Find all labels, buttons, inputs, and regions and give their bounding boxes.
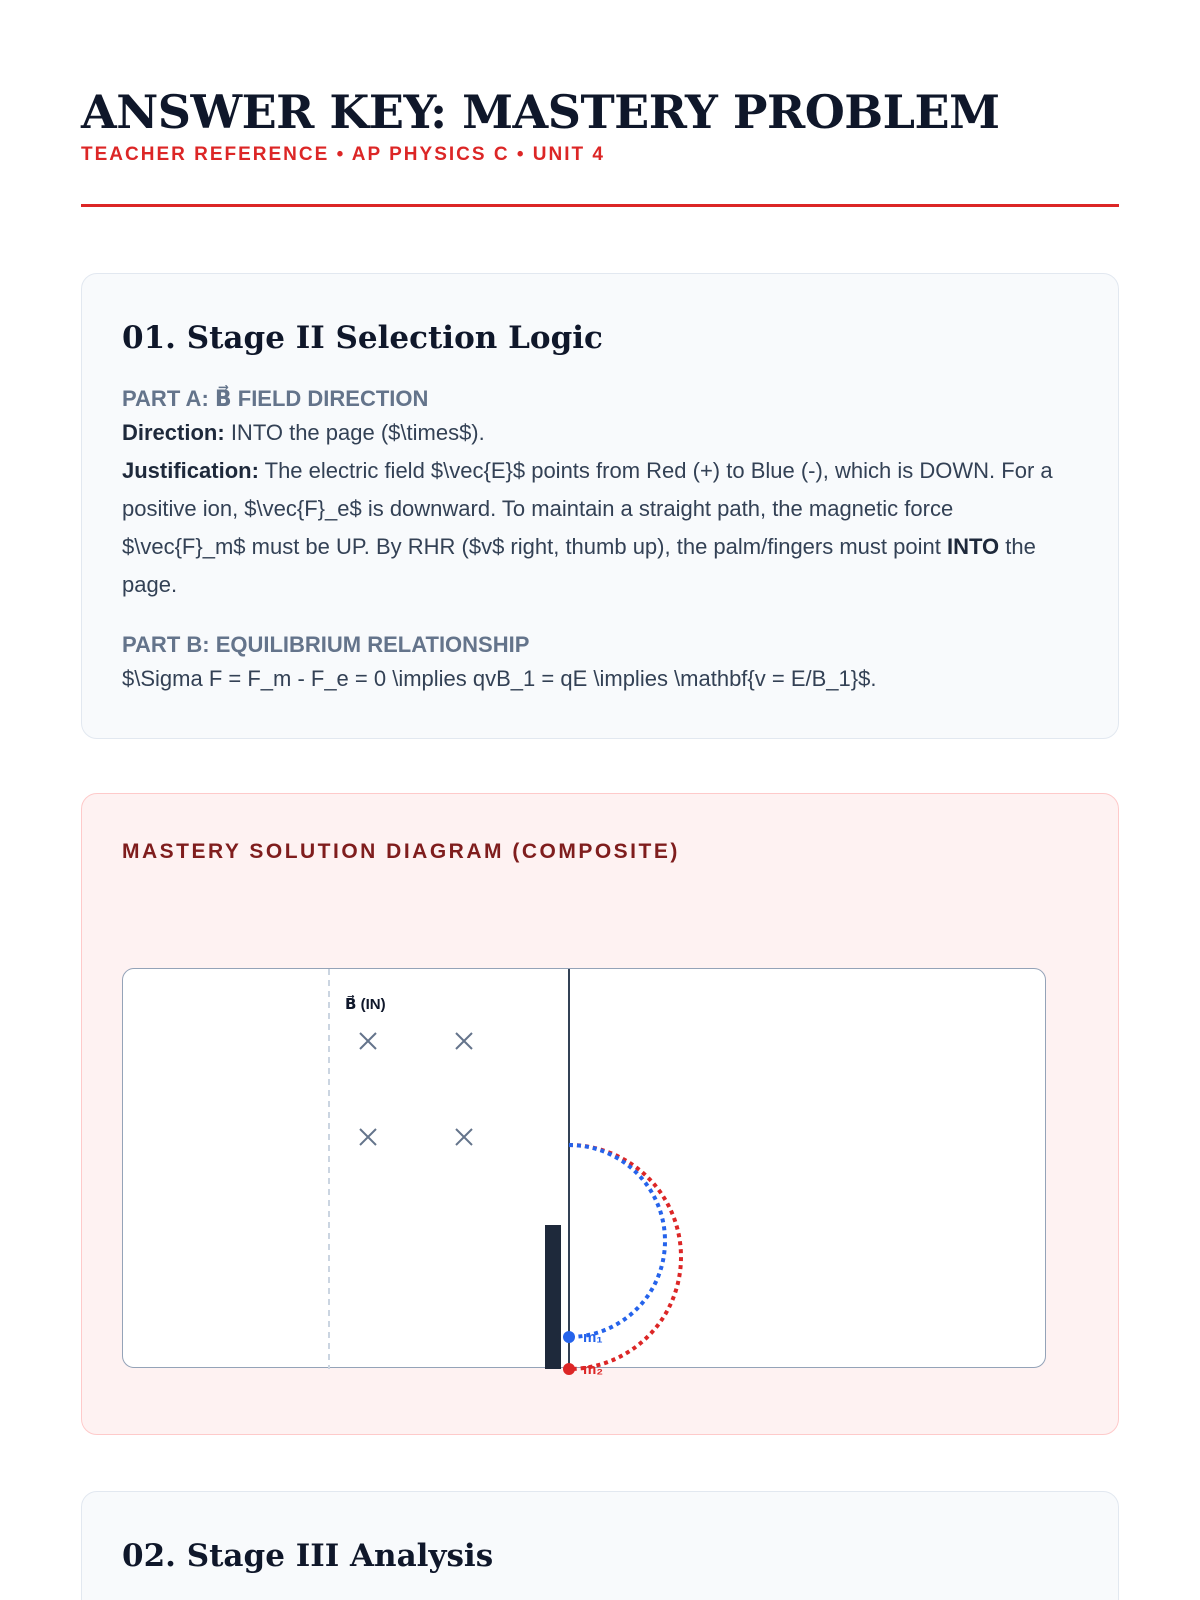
section-stage-ii-card [81, 273, 1119, 739]
page-title: ANSWER KEY: MASTERY PROBLEM [81, 85, 1000, 139]
direction-line [122, 414, 1078, 452]
red-landing-dot [563, 1363, 575, 1375]
field-label: B⃗ (IN) [345, 996, 386, 1013]
header-divider [81, 204, 1119, 207]
field-crosses [360, 1033, 472, 1145]
field-cross-icon [360, 1129, 376, 1145]
justification-emphasis: INTO [946, 534, 1000, 559]
field-cross-icon [456, 1033, 472, 1049]
section-stage-iii-card [81, 1491, 1119, 1600]
blue-landing-dot [563, 1331, 575, 1343]
section-title: 02. Stage III Analysis [122, 1538, 494, 1574]
diagram-title: MASTERY SOLUTION DIAGRAM (COMPOSITE) [122, 840, 680, 863]
direction-value: INTO the page ($\times$). [230, 420, 485, 445]
page-subtitle: TEACHER REFERENCE • AP PHYSICS C • UNIT 4 [81, 144, 605, 165]
justification-tail: the page. [122, 534, 1036, 597]
mass-spectrometer-diagram [123, 969, 1047, 1378]
field-cross-icon [456, 1129, 472, 1145]
blue-mass-label: m₁ [583, 1329, 603, 1346]
section-title: 01. Stage II Selection Logic [122, 320, 603, 356]
equilibrium-equation: $\Sigma F = F_m - F_e = 0 \implies qvB_1 = qE \implies \mathbf{v = E/B_1}$. [122, 666, 877, 691]
justification-text: The electric field $\vec{E}$ points from Red (+) to Blue (-), which is DOWN. For a positive ion, $\vec{F}_e$ is downward. To maintain a straight path, the magnetic force $\vec{F}_m$ must be UP. By RHR ($v$ right, thumb up), the palm/fingers must point [122, 458, 1053, 559]
field-cross-icon [360, 1033, 376, 1049]
red-mass-label: m₂ [583, 1361, 604, 1378]
justification-label: Justification: [122, 458, 259, 483]
blue-ion-path [569, 1145, 665, 1337]
diagram-card [81, 793, 1119, 1435]
part-b-label: PART B: EQUILIBRIUM RELATIONSHIP [122, 632, 530, 657]
direction-label: Direction: [122, 420, 225, 445]
part-a-label: PART A: B⃗ FIELD DIRECTION [122, 386, 429, 411]
header [81, 0, 1119, 207]
entrance-slit-block [545, 1225, 561, 1369]
justification-paragraph [122, 452, 1078, 604]
diagram-canvas [122, 968, 1046, 1378]
